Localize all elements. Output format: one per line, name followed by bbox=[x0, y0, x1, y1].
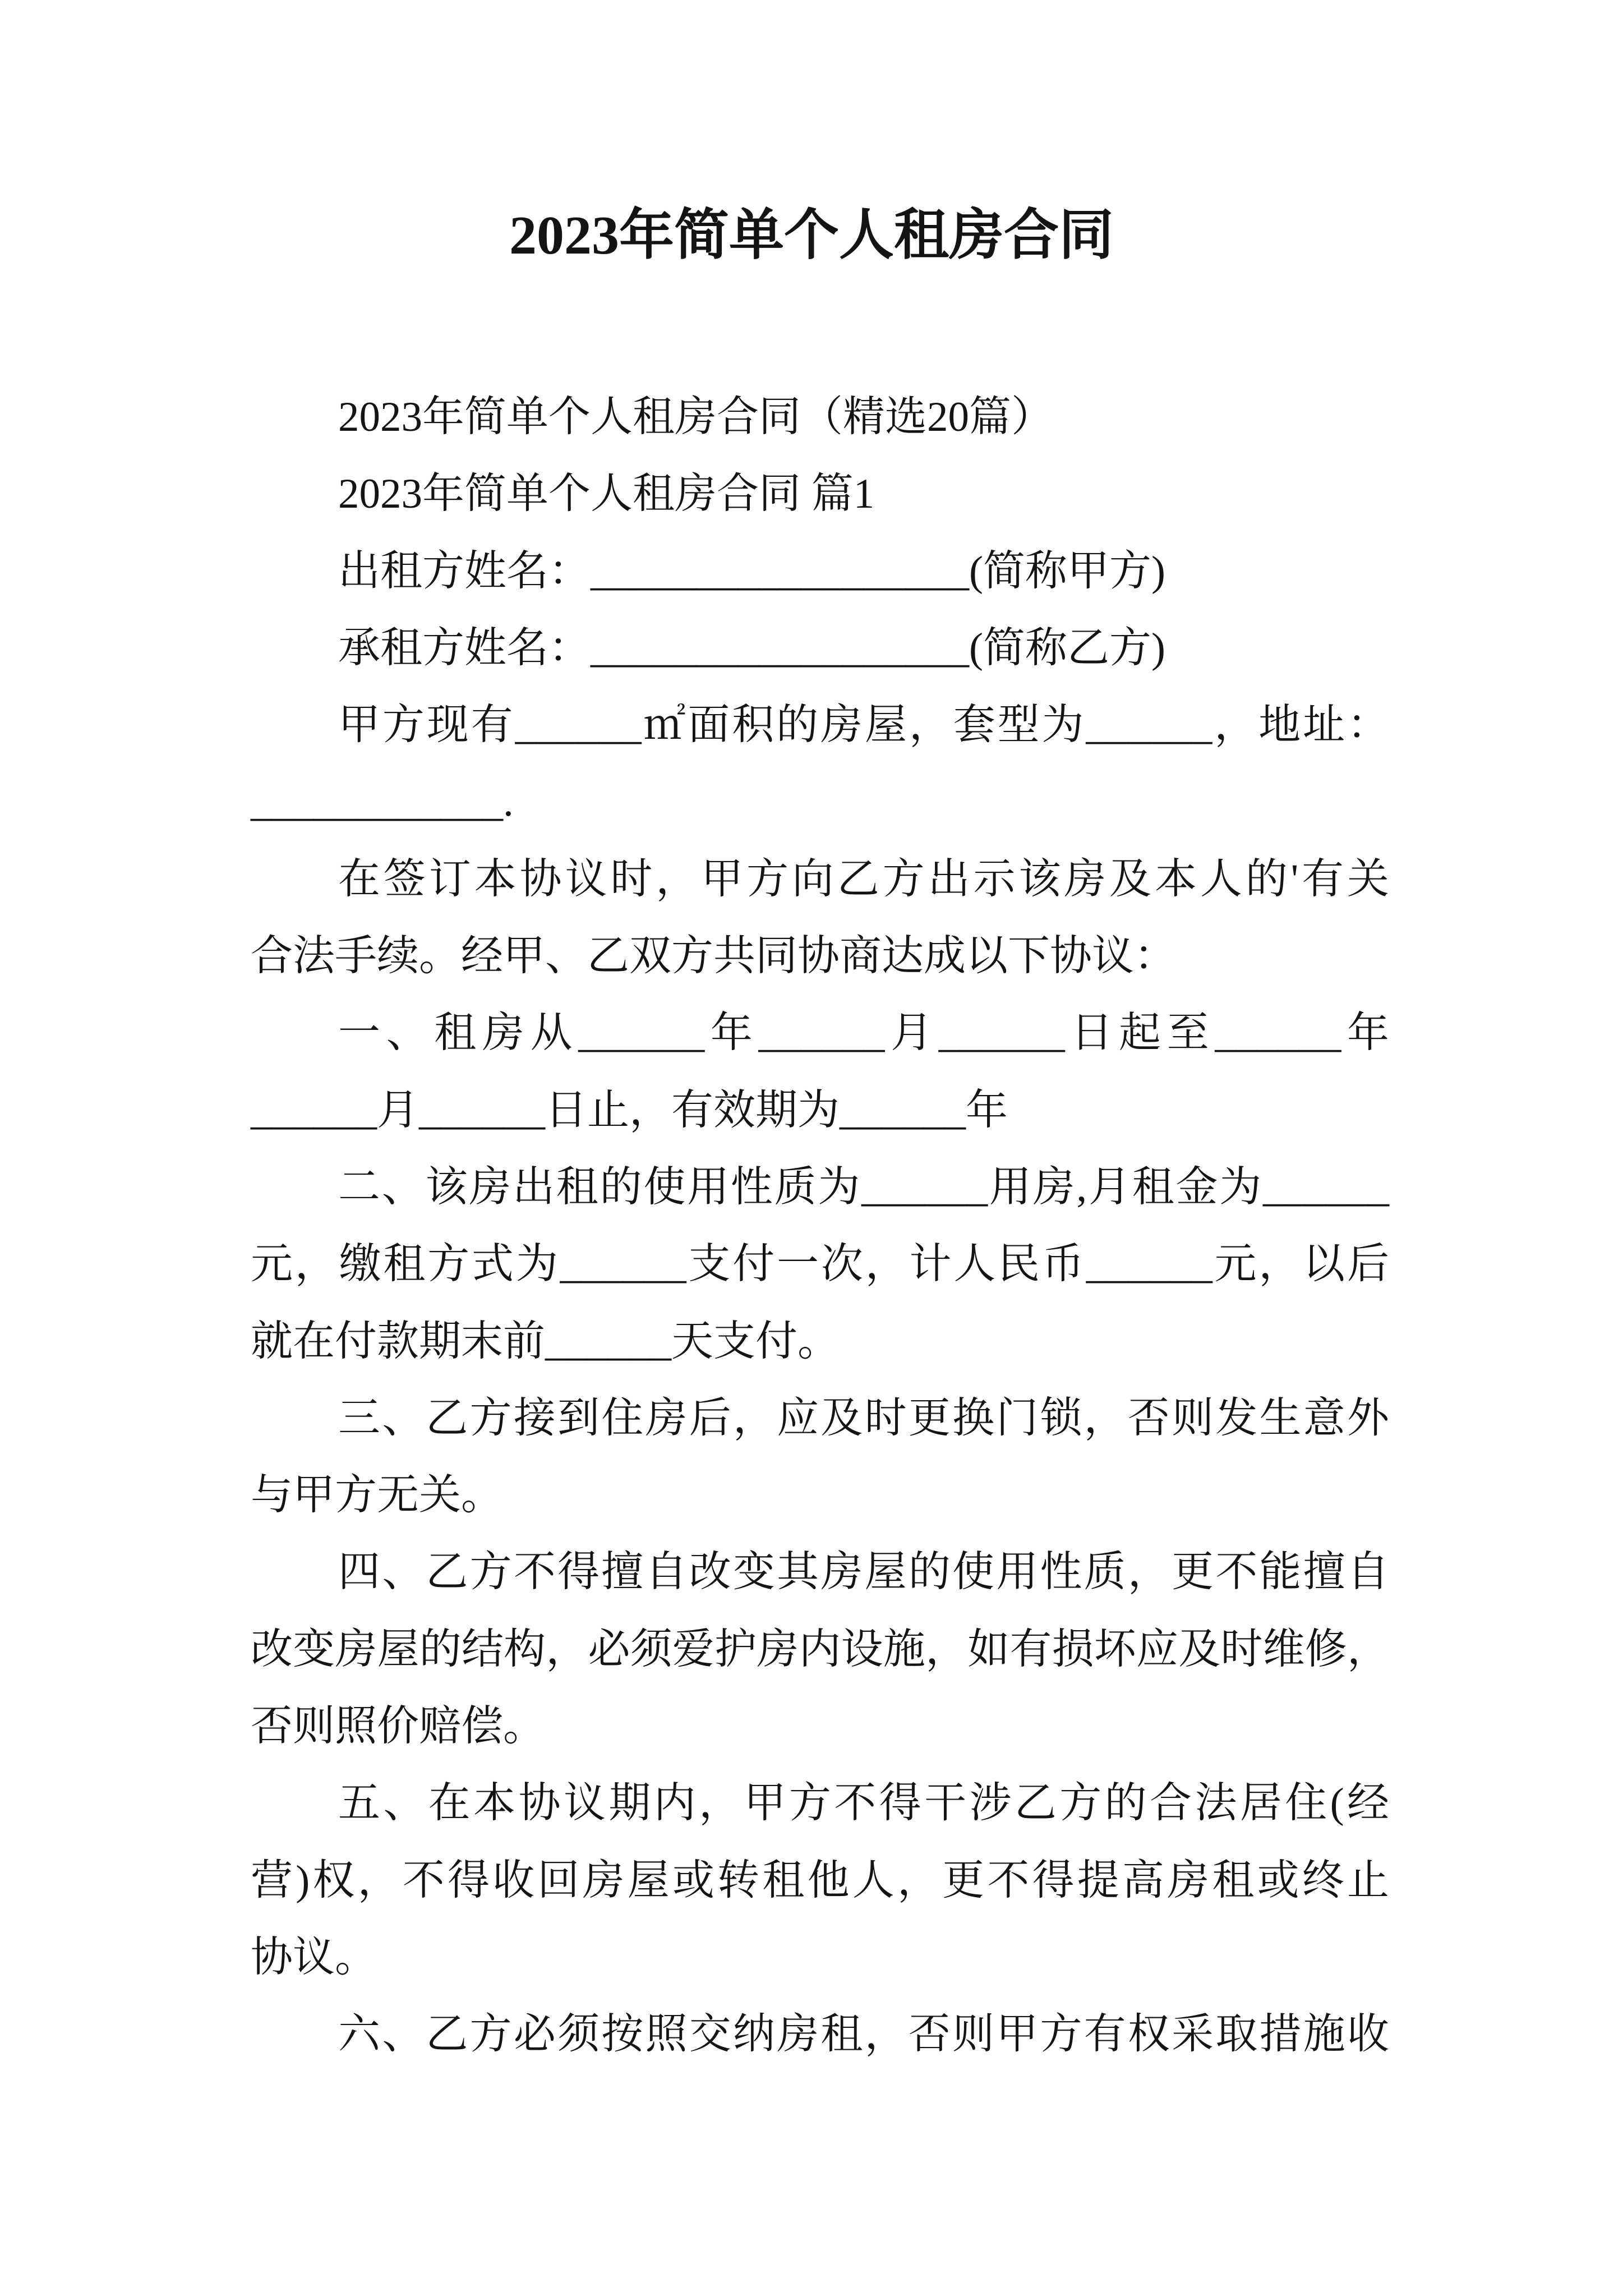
text-line: 营)权，不得收回房屋或转租他人，更不得提高房租或终止 bbox=[251, 1857, 1389, 1904]
text-line: 出租方姓名：__________________(简称甲方) bbox=[338, 547, 1165, 595]
text-line: 承租方姓名：__________________(简称乙方) bbox=[338, 624, 1165, 671]
text-line: ______月______日止，有效期为______年 bbox=[251, 1087, 1008, 1134]
clause-4-usage bbox=[251, 1534, 1389, 1765]
text-line: 元，缴租方式为______支付一次，计人民币______元，以后 bbox=[251, 1241, 1389, 1288]
lessee-name-field bbox=[251, 610, 1389, 687]
text-line: 2023年简单个人租房合同（精选20篇） bbox=[338, 394, 1054, 440]
document-body bbox=[251, 379, 1389, 2073]
section-heading bbox=[251, 455, 1389, 532]
text-line: 六、乙方必须按照交纳房租，否则甲方有权采取措施收 bbox=[338, 2011, 1389, 2058]
document-title: 2023年简单个人租房合同 bbox=[509, 205, 1114, 266]
text-line: 五、在本协议期内，甲方不得干涉乙方的合法居住(经 bbox=[338, 1780, 1389, 1827]
text-line: 与甲方无关。 bbox=[251, 1472, 504, 1519]
text-line: 在签订本协议时，甲方向乙方出示该房及本人的'有关 bbox=[338, 855, 1389, 903]
text-line: 协议。 bbox=[251, 1934, 377, 1981]
lessor-name-field bbox=[251, 533, 1389, 610]
property-description bbox=[251, 687, 1389, 841]
clause-2-rent bbox=[251, 1149, 1389, 1380]
text-line: 改变房屋的结构，必须爱护房内设施，如有损坏应及时维修， bbox=[251, 1626, 1389, 1673]
text-line: 三、乙方接到住房后，应及时更换门锁，否则发生意外 bbox=[338, 1395, 1389, 1442]
text-line: 2023年简单个人租房合同 篇1 bbox=[338, 471, 875, 518]
text-line: 否则照价赔偿。 bbox=[251, 1703, 546, 1750]
text-line: 就在付款期末前______天支付。 bbox=[251, 1318, 840, 1365]
text-line: 甲方现有______㎡面积的房屋，套型为______，地址： bbox=[338, 702, 1389, 749]
clause-5-occupancy-rights bbox=[251, 1765, 1389, 1996]
text-line: 四、乙方不得擅自改变其房屋的使用性质，更不能擅自 bbox=[338, 1549, 1389, 1596]
text-line: 合法手续。经甲、乙双方共同协商达成以下协议： bbox=[251, 933, 1177, 980]
clause-1-lease-term bbox=[251, 995, 1389, 1149]
clause-3-locks bbox=[251, 1380, 1389, 1534]
text-line: 二、该房出租的使用性质为______用房,月租金为______ bbox=[338, 1163, 1389, 1211]
text-line: ____________. bbox=[251, 779, 514, 826]
text-line: 一、租房从______年______月______日起至______年 bbox=[338, 1010, 1389, 1057]
clause-6-payment bbox=[251, 1996, 1389, 2073]
agreement-preamble bbox=[251, 841, 1389, 995]
collection-heading bbox=[251, 379, 1389, 455]
